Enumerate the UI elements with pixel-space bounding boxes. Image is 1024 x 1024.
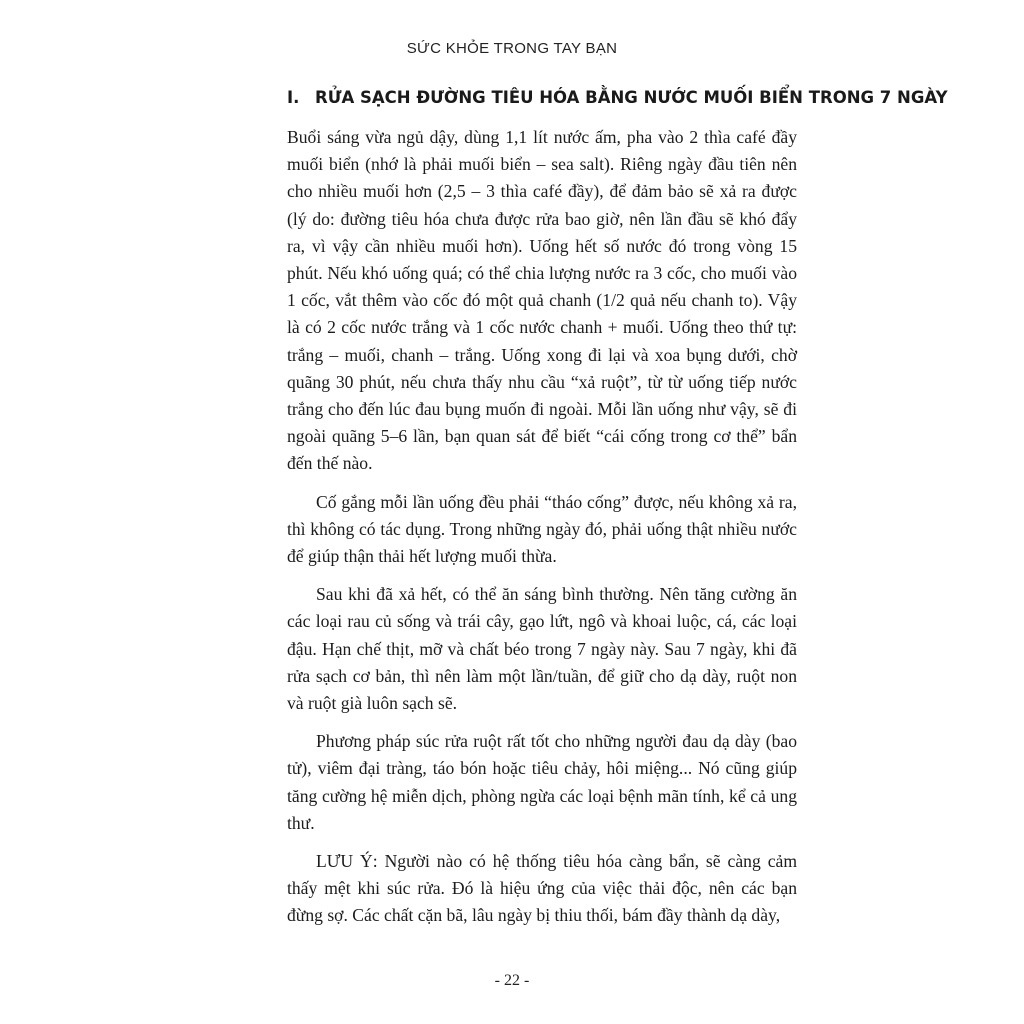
running-header: SỨC KHỎE TRONG TAY BẠN xyxy=(406,40,618,57)
section-heading xyxy=(287,88,948,107)
paragraph: Buổi sáng vừa ngủ dậy, dùng 1,1 lít nước ấm, pha vào 2 thìa café đầy muối biển (nhớ là phải muối biển – sea salt). Riêng ngày đầu tiên nên cho nhiều muối hơn (2,5 – 3 thìa café đầy), để đảm bảo sẽ xả ra được (lý do: đường tiêu hóa chưa được rửa bao giờ, nên lần đầu sẽ khó đẩy ra, vì vậy cần nhiều muối hơn). Uống hết số nước đó trong vòng 15 phút. Nếu khó uống quá; có thể chia lượng nước ra 3 cốc, cho muối vào 1 cốc, vắt thêm vào cốc đó một quả chanh (1/2 quả nếu chanh to). Vậy là có 2 cốc nước trắng và 1 cốc nước chanh + muối. Uống theo thứ tự: trắng – muối, chanh – trắng. Uống xong đi lại và xoa bụng dưới, chờ quãng 30 phút, nếu chưa thấy nhu cầu “xả ruột”, từ từ uống tiếp nước trắng cho đến lúc đau bụng muốn đi ngoài. Mỗi lần uống như vậy, sẽ đi ngoài quãng 5–6 lần, bạn quan sát để biết “cái cống trong cơ thể” bẩn đến thế nào. xyxy=(287,127,797,474)
body-text xyxy=(287,124,797,930)
paragraph: LƯU Ý: Người nào có hệ thống tiêu hóa càng bẩn, sẽ càng cảm thấy mệt khi súc rửa. Đó là hiệu ứng của việc thải độc, nên các bạn đừng sợ. Các chất cặn bã, lâu ngày bị thiu thối, bám đầy thành dạ dày, xyxy=(287,851,797,926)
section-title: RỬA SẠCH ĐƯỜNG TIÊU HÓA BẰNG NƯỚC MUỐI BIỂN TRONG 7 NGÀY xyxy=(315,88,948,107)
section-number: I. xyxy=(287,88,300,107)
page-number: - 22 - xyxy=(494,972,530,989)
paragraph: Cố gắng mỗi lần uống đều phải “tháo cống” được, nếu không xả ra, thì không có tác dụng. Trong những ngày đó, phải uống thật nhiều nước để giúp thận thải hết lượng muối thừa. xyxy=(287,491,797,567)
paragraph: Sau khi đã xả hết, có thể ăn sáng bình thường. Nên tăng cường ăn các loại rau củ sống và trái cây, gạo lứt, ngô và khoai luộc, cá, các loại đậu. Hạn chế thịt, mỡ và chất béo trong 7 ngày này. Sau 7 ngày, khi đã rửa sạch cơ bản, thì nên làm một lần/tuần, để giữ cho dạ dày, ruột non và ruột già luôn sạch sẽ. xyxy=(287,584,797,714)
paragraph: Phương pháp súc rửa ruột rất tốt cho những người đau dạ dày (bao tử), viêm đại tràng, táo bón hoặc tiêu chảy, hôi miệng... Nó cũng giúp tăng cường hệ miễn dịch, phòng ngừa các loại bệnh mãn tính, kể cả ung thư. xyxy=(287,731,797,833)
